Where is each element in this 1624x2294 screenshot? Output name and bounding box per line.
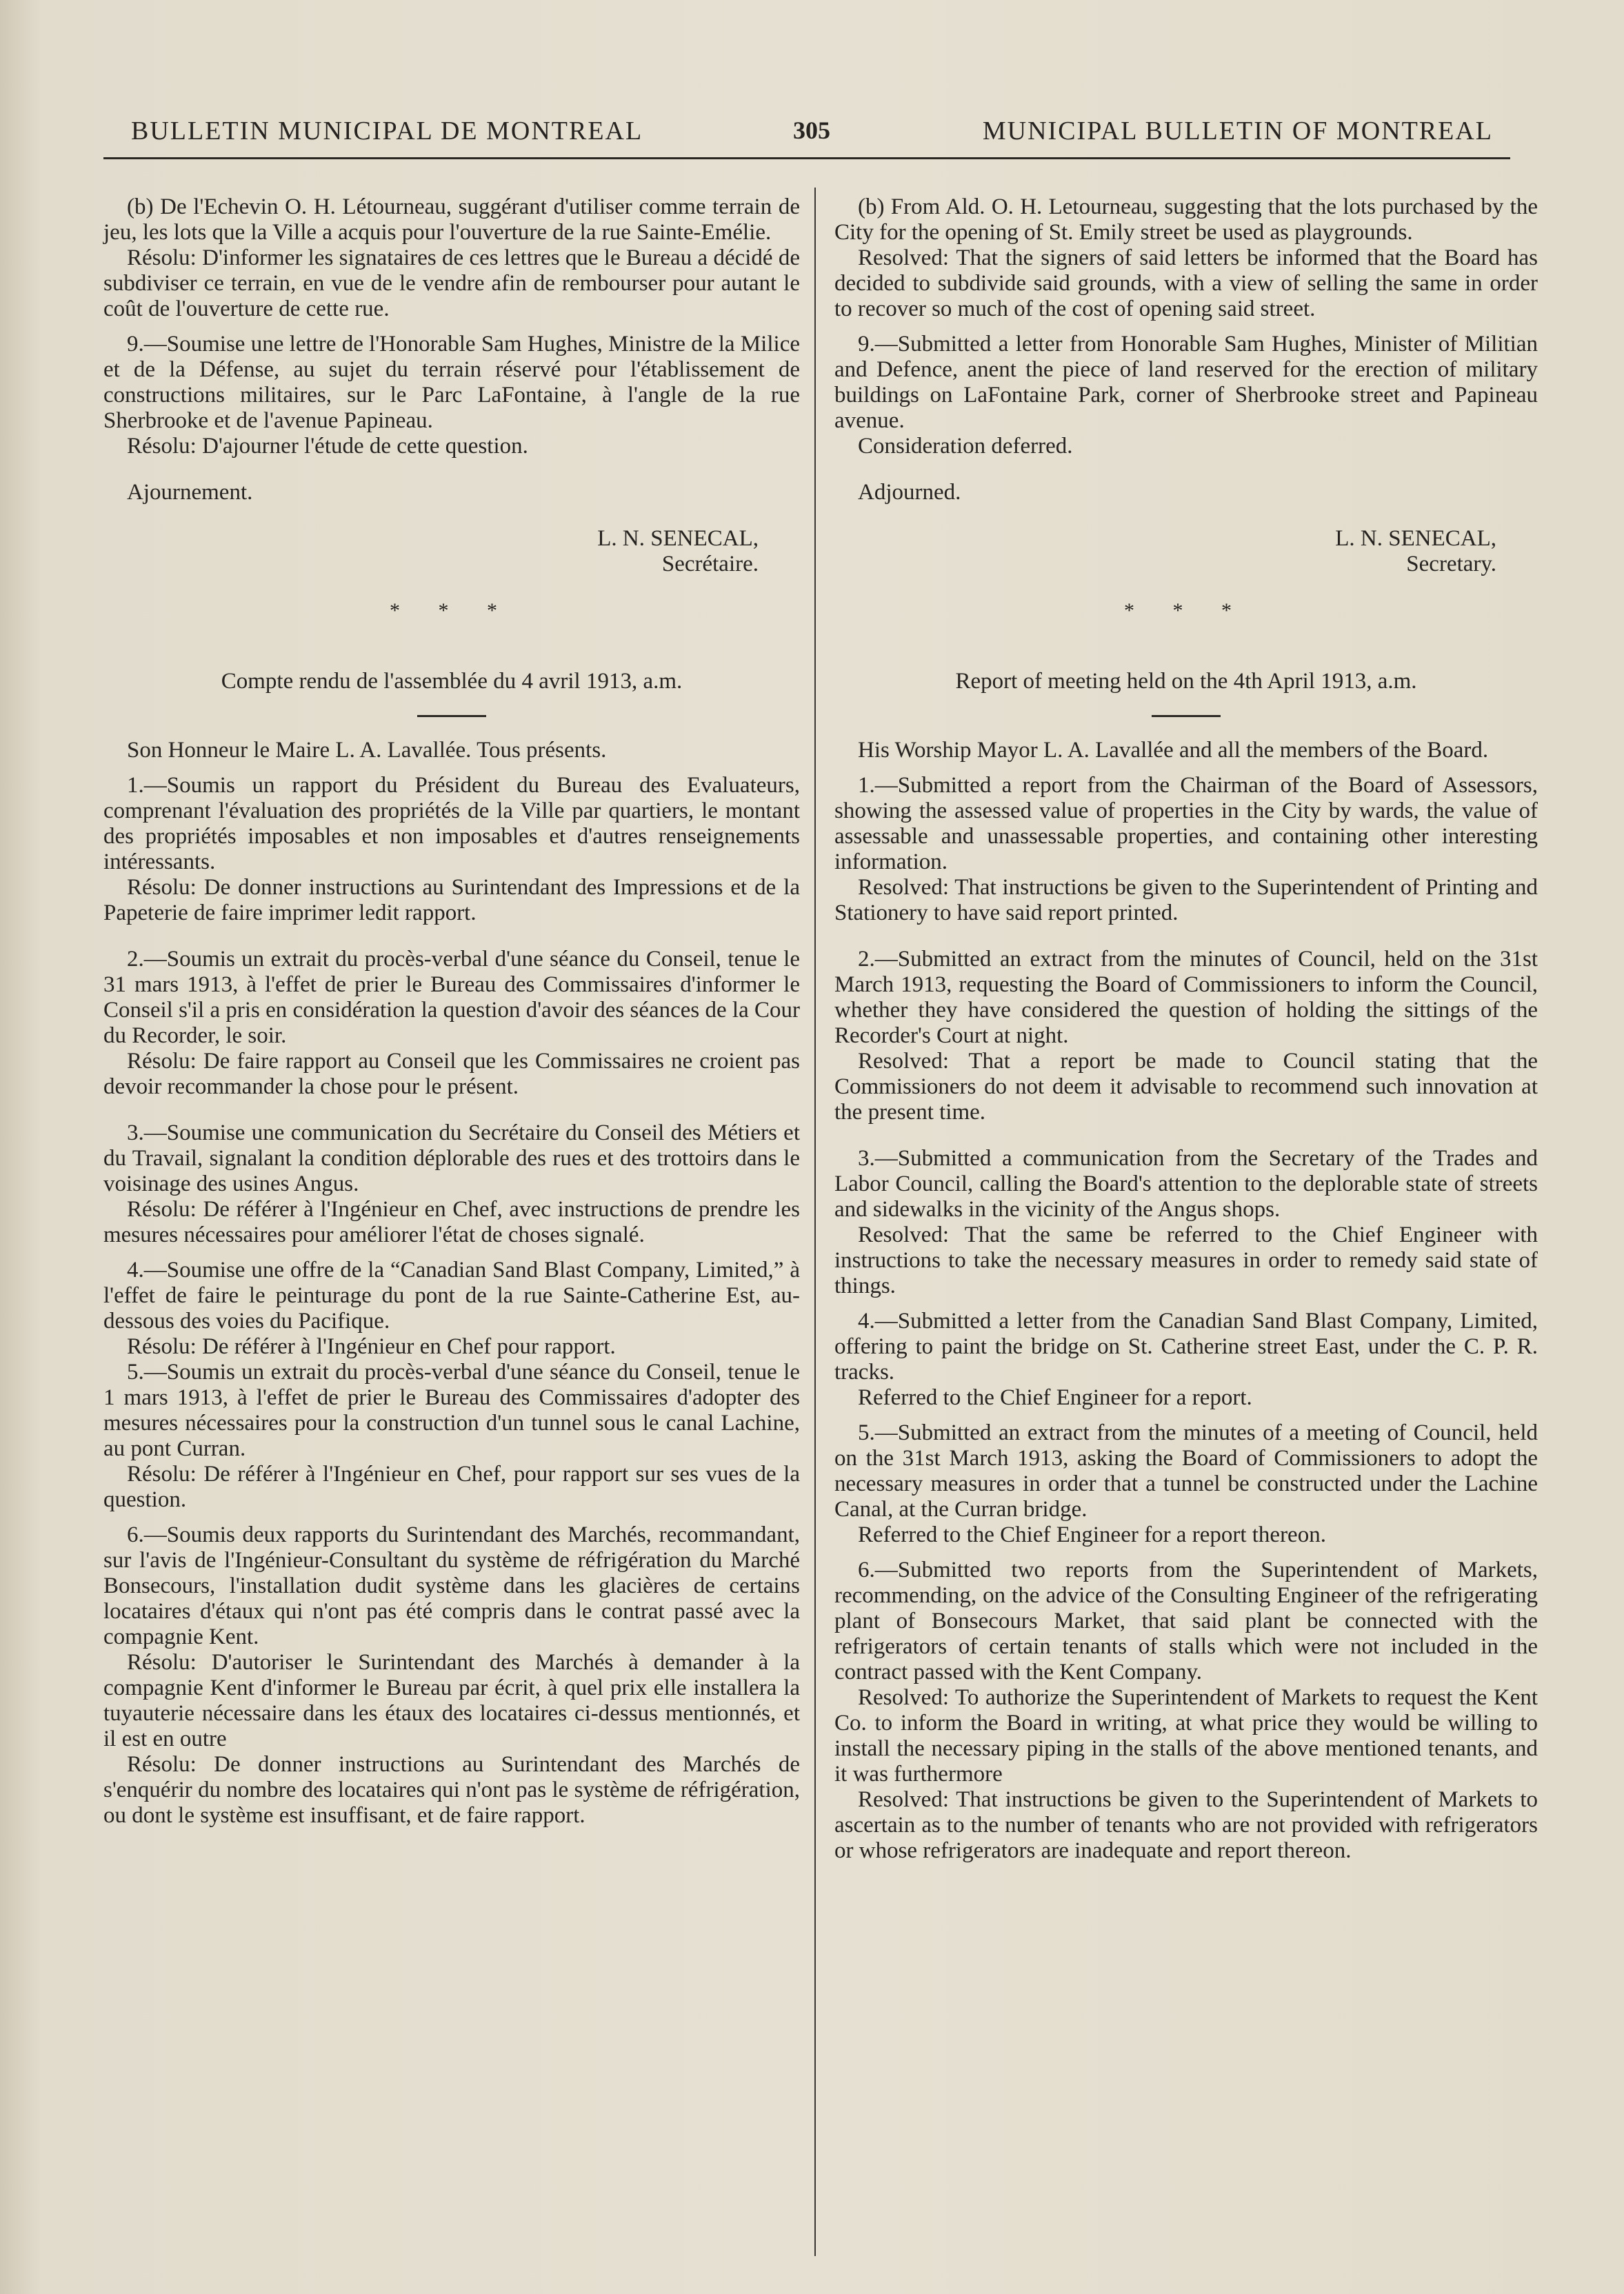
section-separator: * * * xyxy=(390,599,514,622)
signature-title: Secrétaire. xyxy=(661,552,759,576)
item-6-resolution-1: Resolved: To authorize the Superintendent of Markets to request the Kent Co. to inform the Board in writing, at what price they would be willing to install the necessary piping in the stalls of the above mentioned tenants, and it was furthermore xyxy=(834,1685,1538,1787)
item-6-resolution-1: Résolu: D'autoriser le Surintendant des Marchés à demander à la compagnie Kent d'informer le Bureau par écrit, à quel prix elle installera la tuyauterie nécessaire dans les étaux des locataires ci-dessus mentionnés, et il est en outre xyxy=(103,1650,800,1751)
paragraph-9: 9.—Soumise une lettre de l'Honorable Sam Hughes, Ministre de la Milice et de la Défense, au sujet du terrain réservé pour l'établissement de constructions militaires, sur le Parc LaFontaine, à l'angle de la rue Sherbrooke et de l'avenue Papineau. xyxy=(103,332,800,433)
item-2-resolution: Resolved: That a report be made to Council stating that the Commissioners do not deem it advisable to recommend such innovation at the present time. xyxy=(834,1049,1538,1125)
paragraph-b: (b) From Ald. O. H. Letourneau, suggesting that the lots purchased by the City for the opening of St. Emily street be used as playgrounds. xyxy=(834,194,1538,245)
item-5: 5.—Submitted an extract from the minutes of a meeting of Council, held on the 31st March 1913, asking the Board of Commissioners to adopt the necessary measures in order that a tunnel be constructed under the Lachine Canal, at the Curran bridge. xyxy=(834,1420,1538,1522)
item-2-resolution: Résolu: De faire rapport au Conseil que les Commissaires ne croient pas devoir recommander la chose pour le présent. xyxy=(103,1049,800,1099)
french-column xyxy=(103,194,800,1829)
item-3-resolution: Resolved: That the same be referred to the Chief Engineer with instructions to take the necessary measures in order to remedy said state of things. xyxy=(834,1223,1538,1298)
header-title-english: MUNICIPAL BULLETIN OF MONTREAL xyxy=(982,117,1493,145)
paragraph-b-resolution: Résolu: D'informer les signataires de ces lettres que le Bureau a décidé de subdiviser ce terrain, en vue de le vendre afin de rembourser pour autant le coût de l'ouverture de cette rue. xyxy=(103,245,800,321)
attendance: Son Honneur le Maire L. A. Lavallée. Tous présents. xyxy=(127,738,607,763)
signature-name: L. N. SENECAL, xyxy=(1335,526,1496,551)
item-5-resolution: Referred to the Chief Engineer for a report thereon. xyxy=(858,1522,1326,1547)
adjournment: Adjourned. xyxy=(858,480,961,505)
item-5-resolution: Résolu: De référer à l'Ingénieur en Chef, pour rapport sur ses vues de la question. xyxy=(103,1462,800,1512)
paragraph-b: (b) De l'Echevin O. H. Létourneau, suggérant d'utiliser comme terrain de jeu, les lots que la Ville a acquis pour l'ouverture de la rue Sainte-Emélie. xyxy=(103,194,800,245)
paragraph-9-resolution: Résolu: D'ajourner l'étude de cette question. xyxy=(127,434,528,459)
signature-title: Secretary. xyxy=(1406,552,1496,576)
paragraph-9-resolution: Consideration deferred. xyxy=(858,434,1073,459)
item-4: 4.—Soumise une offre de la “Canadian Sand Blast Company, Limited,” à l'effet de faire le peinturage du pont de la rue Sainte-Catherine Est, au-dessous des voies du Pacifique. xyxy=(103,1258,800,1334)
meeting-heading: Report of meeting held on the 4th April 1913, a.m. xyxy=(955,669,1417,694)
item-4-resolution: Referred to the Chief Engineer for a report. xyxy=(858,1385,1252,1410)
header-title-french: BULLETIN MUNICIPAL DE MONTREAL xyxy=(131,117,643,145)
adjournment: Ajournement. xyxy=(127,480,253,505)
english-column xyxy=(834,194,1538,1864)
signature-block xyxy=(834,526,1538,577)
item-2: 2.—Submitted an extract from the minutes of Council, held on the 31st March 1913, requesting the Board of Commissioners to inform the Council, whether they have considered the question of holding the sittings of the Recorder's Court at night. xyxy=(834,947,1538,1048)
paragraph-9: 9.—Submitted a letter from Honorable Sam Hughes, Minister of Militian and Defence, anent the piece of land reserved for the erection of military buildings on LaFontaine Park, corner of Sherbrooke street and Papineau avenue. xyxy=(834,332,1538,433)
header-rule xyxy=(103,157,1510,159)
item-1-resolution: Resolved: That instructions be given to the Superintendent of Printing and Stationery to have said report printed. xyxy=(834,875,1538,925)
item-6-resolution-2: Résolu: De donner instructions au Surintendant des Marchés de s'enquérir du nombre des locataires qui n'ont pas le système de réfrigération, ou dont le système est insuffisant, et de faire rapport. xyxy=(103,1752,800,1828)
item-3-resolution: Résolu: De référer à l'Ingénieur en Chef, avec instructions de prendre les mesures nécessaires pour améliorer l'état de choses signalé. xyxy=(103,1197,800,1247)
paragraph-b-resolution: Resolved: That the signers of said letters be informed that the Board has decided to subdivide said grounds, with a view of selling the same in order to recover so much of the cost of opening said street. xyxy=(834,245,1538,321)
item-4-resolution: Résolu: De référer à l'Ingénieur en Chef pour rapport. xyxy=(127,1334,616,1359)
item-5: 5.—Soumis un extrait du procès-verbal d'une séance du Conseil, tenue le 1 mars 1913, à l'effet de prier le Bureau des Commissaires d'adopter des mesures nécessaires pour la construction d'un tunnel sous le canal Lachine, au pont Curran. xyxy=(103,1360,800,1461)
item-1-resolution: Résolu: De donner instructions au Surintendant des Impressions et de la Papeterie de faire imprimer ledit rapport. xyxy=(103,875,800,925)
item-1: 1.—Submitted a report from the Chairman of the Board of Assessors, showing the assessed value of properties in the City by wards, the value of assessable and unassessable properties, and containing other interesting information. xyxy=(834,773,1538,874)
column-divider xyxy=(814,188,816,2256)
item-1: 1.—Soumis un rapport du Président du Bureau des Evaluateurs, comprenant l'évaluation des propriétés de la Ville par quartiers, le montant des propriétés imposables et non imposables et d'autres renseignements intéressants. xyxy=(103,773,800,874)
attendance: His Worship Mayor L. A. Lavallée and all the members of the Board. xyxy=(858,738,1489,763)
item-6: 6.—Submitted two reports from the Superintendent of Markets, recommending, on the advice of the Consulting Engineer of the refrigerating plant of Bonsecours Market, that said plant be connected with the refrigerators of certain tenants of stalls which were not included in the contract passed with the Kent Company. xyxy=(834,1558,1538,1684)
signature-block xyxy=(103,526,800,577)
item-6-resolution-2: Resolved: That instructions be given to the Superintendent of Markets to ascertain as to the number of tenants who are not provided with refrigerators or whose refrigerators are inadequate and report thereon. xyxy=(834,1787,1538,1863)
item-6: 6.—Soumis deux rapports du Surintendant des Marchés, recommandant, sur l'avis de l'Ingénieur-Consultant du système de réfrigération du Marché Bonsecours, l'installation dudit système dans les glacières de certains locataires d'étaux qui n'ont pas été compris dans le contrat passé avec la compagnie Kent. xyxy=(103,1522,800,1649)
signature-name: L. N. SENECAL, xyxy=(597,526,759,551)
item-2: 2.—Soumis un extrait du procès-verbal d'une séance du Conseil, tenue le 31 mars 1913, à l'effet de prier le Bureau des Commissaires d'informer le Conseil s'il a pris en considération la question d'avoir des séances de la Cour du Recorder, le soir. xyxy=(103,947,800,1048)
section-separator: * * * xyxy=(1124,599,1248,622)
meeting-heading: Compte rendu de l'assemblée du 4 avril 1913, a.m. xyxy=(221,669,683,694)
item-3: 3.—Submitted a communication from the Secretary of the Trades and Labor Council, calling the Board's attention to the deplorable state of streets and sidewalks in the vicinity of the Angus shops. xyxy=(834,1146,1538,1222)
page-number: 305 xyxy=(793,117,830,144)
page-header xyxy=(131,116,1493,157)
item-3: 3.—Soumise une communication du Secrétaire du Conseil des Métiers et du Travail, signalant la condition déplorable des rues et des trottoirs dans le voisinage des usines Angus. xyxy=(103,1120,800,1196)
item-4: 4.—Submitted a letter from the Canadian Sand Blast Company, Limited, offering to paint the bridge on St. Catherine street East, under the C. P. R. tracks. xyxy=(834,1309,1538,1385)
